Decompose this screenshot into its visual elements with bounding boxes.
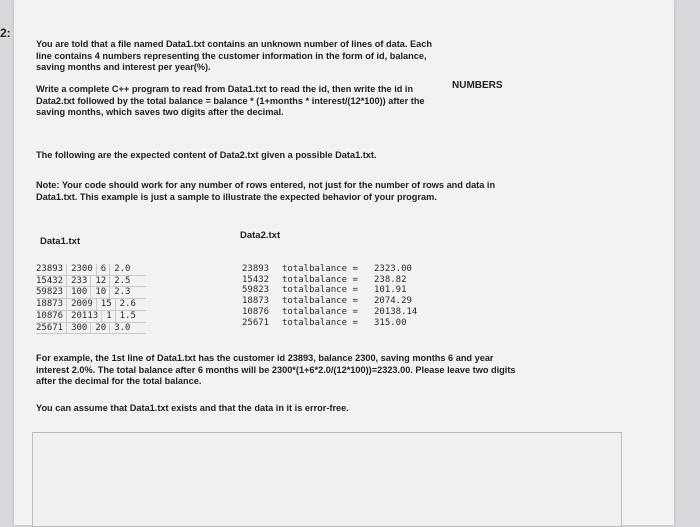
data2-value: 2074.29 — [374, 296, 412, 307]
data1-cell: 12 — [95, 276, 110, 287]
data2-id: 25671 — [242, 317, 270, 328]
data1-cell: 59823 — [36, 287, 67, 298]
data1-row — [36, 264, 146, 276]
intro-paragraph: You are told that a file named Data1.txt contains an unknown number of lines of data. Each line contains 4 numbers representing the customer information in the form of id, balance, saving months and interest per year(%). — [36, 39, 432, 73]
data2-row — [242, 285, 452, 296]
data2-label: totalbalance = — [282, 317, 358, 328]
data2-label: totalbalance = — [282, 296, 358, 307]
data1-row — [36, 287, 146, 299]
data2-heading: Data2.txt — [240, 230, 281, 241]
example-paragraph: For example, the 1st line of Data1.txt has the customer id 23893, balance 2300, saving months 6 and year interest 2.0%. The total balance after 6 months will be 2300*(1+6*2.0/(12*100))=2323.00. Please leave two digits after the decimal for the total balance. — [36, 353, 516, 387]
data2-value: 2323.00 — [374, 264, 412, 274]
data1-cell: 15432 — [36, 276, 67, 287]
assumption-paragraph: You can assume that Data1.txt exists and that the data in it is error-free. — [36, 403, 349, 413]
numbers-tag: NUMBERS — [452, 80, 503, 91]
data2-label: totalbalance = — [282, 274, 358, 285]
data1-table — [36, 264, 146, 334]
data1-heading: Data1.txt — [40, 236, 81, 247]
data1-cell: 25671 — [36, 323, 67, 334]
data2-label: totalbalance = — [282, 306, 358, 317]
data1-row — [36, 299, 146, 311]
data2-value: 315.00 — [374, 317, 407, 328]
data2-id: 23893 — [242, 264, 270, 274]
answer-box[interactable] — [32, 432, 622, 527]
note-paragraph: Note: Your code should work for any number of rows entered, not just for the number of rows and data in Data1.txt. This example is just a sample to illustrate the expected behavior of your program. — [36, 180, 496, 202]
data1-cell: 23893 — [36, 264, 67, 275]
data1-cell: 300 — [71, 323, 91, 334]
data2-id: 18873 — [242, 296, 270, 307]
data2-value: 101.91 — [374, 285, 407, 296]
data1-cell: 2.3 — [114, 287, 131, 298]
data2-label: totalbalance = — [282, 285, 358, 296]
data1-cell: 15 — [101, 299, 116, 310]
data1-row — [36, 311, 146, 323]
data2-row — [242, 296, 452, 307]
question-number: 2: — [0, 26, 11, 40]
data1-cell: 3.0 — [114, 322, 131, 333]
data1-row — [36, 323, 146, 335]
data2-row — [242, 264, 452, 275]
data1-cell: 20 — [95, 323, 110, 334]
data2-value: 20138.14 — [374, 306, 418, 317]
data2-row — [242, 275, 452, 286]
data1-cell: 1.5 — [119, 310, 136, 321]
data2-table — [242, 264, 452, 328]
data1-cell: 10 — [95, 287, 110, 298]
data2-row — [242, 318, 452, 329]
data1-cell: 1 — [106, 311, 115, 322]
data1-cell: 2009 — [71, 299, 97, 310]
data1-cell: 2300 — [71, 264, 97, 275]
data2-id: 15432 — [242, 274, 270, 285]
data1-cell: 2.0 — [114, 264, 131, 274]
data1-cell: 2.6 — [119, 299, 136, 310]
data1-row — [36, 276, 146, 288]
data2-id: 10876 — [242, 306, 270, 317]
task-paragraph: Write a complete C++ program to read from Data1.txt to read the id, then write the id in Data2.txt followed by the total balance = balance * (1+months * interest/(12*100)) after the saving months, which saves two digits after the decimal. — [36, 84, 425, 118]
data1-cell: 18873 — [36, 299, 67, 310]
expected-paragraph: The following are the expected content of Data2.txt given a possible Data1.txt. — [36, 150, 377, 160]
data2-value: 238.82 — [374, 274, 407, 285]
data1-cell: 10876 — [36, 311, 67, 322]
data1-cell: 20113 — [71, 311, 102, 322]
data1-cell: 100 — [71, 287, 91, 298]
data2-id: 59823 — [242, 285, 270, 296]
data1-cell: 233 — [71, 276, 91, 287]
data1-cell: 2.5 — [114, 275, 131, 286]
data2-label: totalbalance = — [282, 264, 358, 274]
data2-row — [242, 307, 452, 318]
data1-cell: 6 — [101, 264, 110, 275]
